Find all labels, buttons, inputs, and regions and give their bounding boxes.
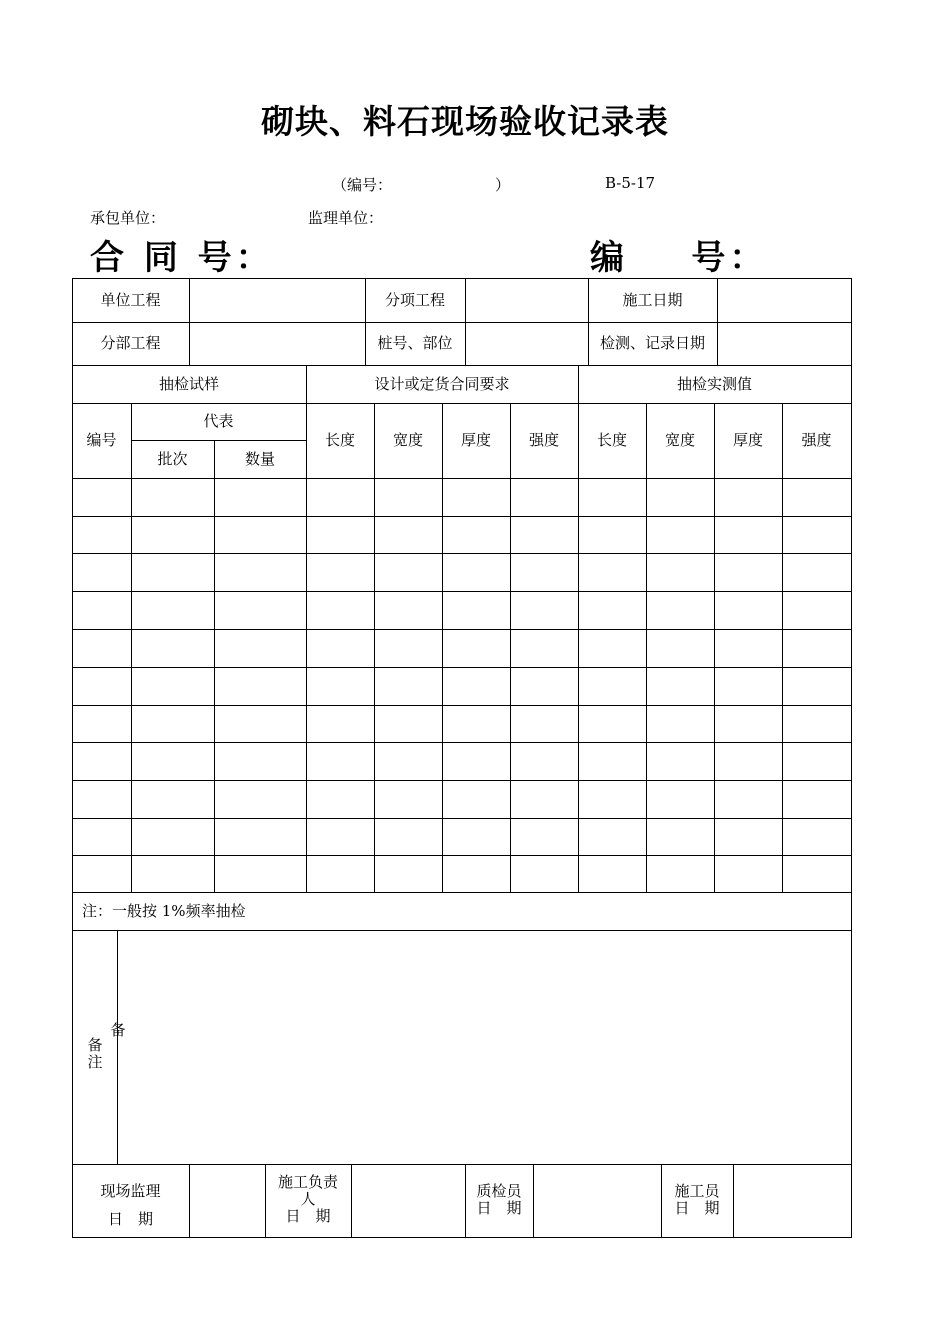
col-design: 厚度	[460, 431, 491, 449]
col-design: 强度	[528, 431, 559, 449]
col-measured: 厚度	[732, 431, 763, 449]
col-measured: 强度	[801, 431, 832, 449]
grid-line-v	[214, 440, 215, 893]
grid-line-v	[351, 1164, 352, 1238]
form-code-suffix: ）	[495, 176, 511, 194]
grid-line-h	[72, 516, 852, 517]
grid-line-h	[72, 553, 852, 554]
grid-line-v	[117, 930, 118, 1165]
page-title: 砌块、料石现场验收记录表	[261, 102, 669, 141]
pile-location-label: 桩号、部位	[377, 334, 453, 352]
group-measured: 抽检实测值	[676, 374, 752, 393]
grid-line-v	[733, 1164, 734, 1238]
col-batch: 批次	[157, 449, 188, 468]
serial-label: 编 号：	[590, 238, 768, 278]
grid-line-h	[72, 478, 852, 479]
inspector-date: 日 期	[476, 1199, 522, 1217]
col-design: 宽度	[392, 431, 423, 449]
form-code: B-5-17	[605, 174, 656, 192]
acceptance-table	[72, 278, 851, 1238]
grid-line-v	[851, 278, 852, 1238]
grid-line-v	[533, 1164, 534, 1238]
worker	[661, 1164, 733, 1237]
col-qty: 数量	[244, 449, 275, 468]
grid-line-h	[72, 705, 852, 706]
form-code-prefix: （编号：	[332, 176, 393, 194]
unit-project-label: 单位工程	[100, 290, 161, 309]
grid-line-v	[465, 278, 466, 366]
site-supervisor-date: 日 期	[107, 1210, 153, 1228]
col-measured: 宽度	[664, 431, 695, 449]
grid-line-h	[72, 930, 852, 931]
remarks-char-2: 注	[87, 1053, 103, 1071]
inspector	[465, 1164, 533, 1237]
col-design: 长度	[324, 431, 355, 449]
inspector-label: 质检员	[476, 1182, 522, 1200]
grid-line-h	[72, 629, 852, 630]
supervisor-label: 监理单位：	[308, 209, 384, 227]
col-no: 编号	[86, 431, 117, 449]
grid-line-h	[72, 667, 852, 668]
grid-line-h	[72, 855, 852, 856]
sub-division-label: 分部工程	[100, 334, 161, 352]
construction-lead-date: 日 期	[285, 1207, 331, 1225]
grid-line-h	[72, 780, 852, 781]
remarks-char-1: 备	[87, 1036, 103, 1054]
grid-line-v	[189, 278, 190, 366]
group-sampling: 抽检试样	[158, 374, 219, 393]
contract-no-label: 合 同 号：	[90, 238, 274, 278]
remarks-label-top: 备	[110, 1021, 126, 1039]
col-measured: 长度	[596, 431, 627, 449]
site-supervisor	[72, 1164, 189, 1237]
test-record-date-label: 检测、记录日期	[599, 334, 705, 352]
grid-line-h	[72, 742, 852, 743]
group-design: 设计或定货合同要求	[374, 374, 510, 393]
remarks-label-side	[86, 1037, 104, 1071]
worker-date: 日 期	[674, 1199, 720, 1217]
grid-line-h	[72, 591, 852, 592]
grid-line-h	[72, 818, 852, 819]
grid-line-v	[189, 1164, 190, 1238]
construction-date-label: 施工日期	[622, 290, 683, 309]
col-represent: 代表	[203, 412, 234, 430]
site-supervisor-label: 现场监理	[100, 1182, 161, 1200]
contractor-label: 承包单位：	[90, 209, 166, 227]
sub-item-label: 分项工程	[384, 290, 445, 309]
construction-lead	[265, 1164, 351, 1237]
note-text: 注：一般按 1%频率抽检	[82, 901, 246, 920]
worker-label: 施工员	[674, 1182, 720, 1200]
grid-line-v	[717, 278, 718, 366]
construction-lead-label: 施工负责人	[277, 1173, 338, 1208]
